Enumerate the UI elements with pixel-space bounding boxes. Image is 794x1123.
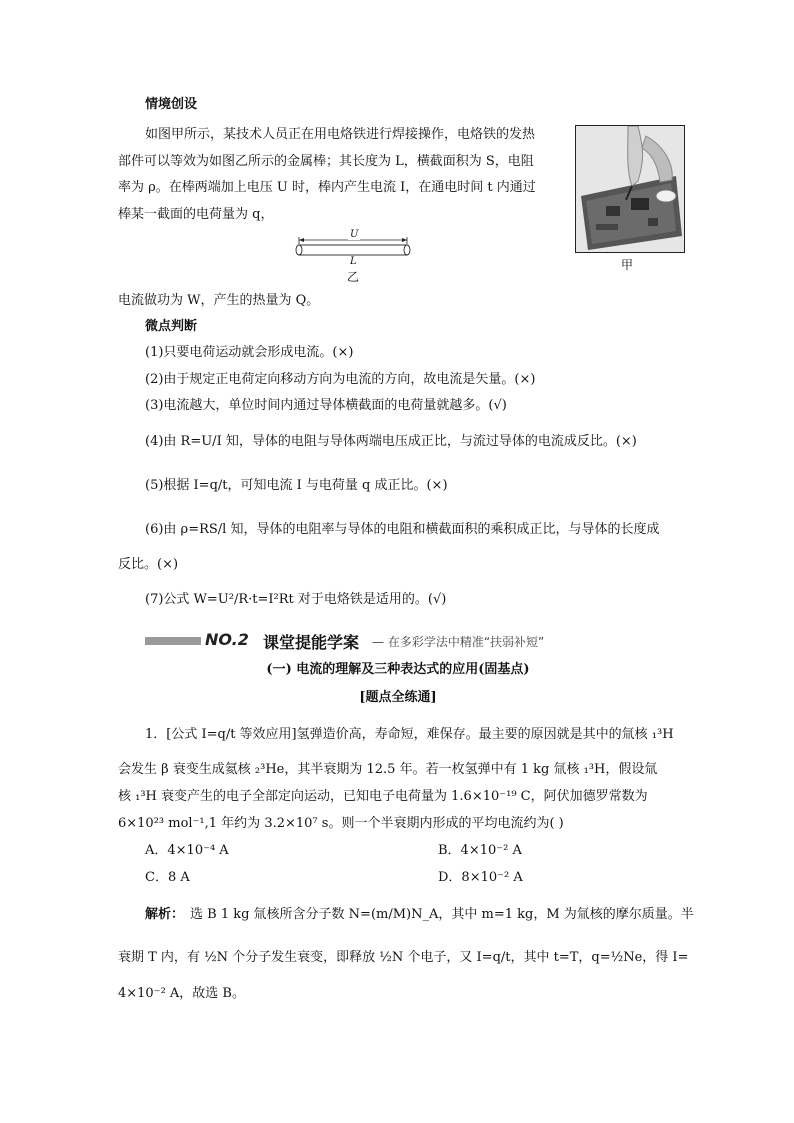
option-b: B．4×10⁻² A bbox=[438, 843, 522, 858]
scenario-line-5: 电流做功为 W，产生的热量为 Q。 bbox=[118, 293, 320, 308]
section-subtitle: [题点全练通] bbox=[359, 690, 437, 705]
rod-u-label: U bbox=[350, 229, 359, 240]
figure-jia-caption: 甲 bbox=[621, 258, 634, 272]
banner-bar bbox=[145, 637, 201, 645]
scenario-line-2: 部件可以等效为如图乙所示的金属棒；其长度为 L，横截面积为 S，电阻 bbox=[118, 154, 534, 169]
scenario-line-4: 棒某一截面的电荷量为 q， bbox=[118, 207, 274, 222]
scenario-heading: 情境创设 bbox=[145, 97, 198, 112]
judgement-item-3: (3)电流越大，单位时间内通过导体横截面的电荷量就越多。(√) bbox=[145, 398, 507, 413]
analysis-line-2: 衰期 T 内，有 ½N 个分子发生衰变，即释放 ½N 个电子，又 I=q/t，其中 t=T，q=½Ne，得 I= bbox=[118, 950, 689, 965]
rod-l-label: L bbox=[350, 256, 357, 267]
question-line-2: 会发生 β 衰变生成氦核 ₂³He，其半衰期为 12.5 年。若一枚氢弹中有 1 kg 氚核 ₁³H，假设氚 bbox=[118, 762, 658, 777]
judgement-item-7: (7)公式 W=U²/R·t=I²Rt 对于电烙铁是适用的。(√) bbox=[145, 592, 447, 607]
judgement-heading: 微点判断 bbox=[145, 319, 198, 334]
analysis-label: 解析： bbox=[145, 907, 185, 922]
judgement-item-1: (1)只要电荷运动就会形成电流。(×) bbox=[145, 345, 354, 360]
judgement-item-6: (6)由 ρ=RS/l 知，导体的电阻率与导体的电阻和横截面积的乘积成正比，与导体的长度成 bbox=[145, 522, 660, 537]
judgement-item-5: (5)根据 I=q/t，可知电流 I 与电荷量 q 成正比。(×) bbox=[145, 478, 448, 493]
scenario-line-3: 率为 ρ。在棒两端加上电压 U 时，棒内产生电流 I，在通电时间 t 内通过 bbox=[118, 180, 536, 195]
analysis-line-1: 选 B 1 kg 氚核所含分子数 N=(m/M)N_A，其中 m=1 kg，M 为氚核的摩尔质量。半 bbox=[190, 907, 694, 922]
judgement-item-4: (4)由 R=U/I 知，导体的电阻与导体两端电压成正比，与流过导体的电流成反比。(×) bbox=[145, 434, 637, 449]
analysis-line-3: 4×10⁻² A，故选 B。 bbox=[118, 986, 245, 1001]
option-a: A．4×10⁻⁴ A bbox=[145, 843, 229, 858]
judgement-item-6-cont: 反比。(×) bbox=[118, 557, 179, 572]
question-line-4: 6×10²³ mol⁻¹,1 年约为 3.2×10⁷ s。则一个半衰期内形成的平均电流约为( ) bbox=[118, 816, 564, 831]
figure-yi-caption: 乙 bbox=[347, 270, 360, 284]
banner-title: 课堂提能学案 bbox=[263, 633, 360, 652]
judgement-item-2: (2)由于规定正电荷定向移动方向为电流的方向，故电流是矢量。(×) bbox=[145, 372, 536, 387]
option-d: D．8×10⁻² A bbox=[438, 870, 523, 885]
section-title: (一) 电流的理解及三种表达式的应用(固基点) bbox=[266, 662, 530, 677]
option-c: C．8 A bbox=[145, 870, 190, 885]
banner-number: NO.2 bbox=[205, 630, 249, 649]
question-line-3: 核 ₁³H 衰变产生的电子全部定向运动，已知电子电荷量为 1.6×10⁻¹⁹ C，阿伏加德罗常数为 bbox=[118, 789, 648, 804]
soldering-photo bbox=[575, 125, 685, 253]
scenario-line-1: 如图甲所示，某技术人员正在用电烙铁进行焊接操作，电烙铁的发热 bbox=[145, 127, 536, 142]
banner-subtitle: — 在多彩学法中精准“扶弱补短” bbox=[372, 635, 545, 649]
question-line-1: 1．[公式 I=q/t 等效应用]氢弹造价高，寿命短，难保存。最主要的原因就是其中的氚核 ₁³H bbox=[145, 727, 674, 742]
section-banner bbox=[145, 630, 625, 652]
soldering-illustration bbox=[576, 126, 684, 252]
